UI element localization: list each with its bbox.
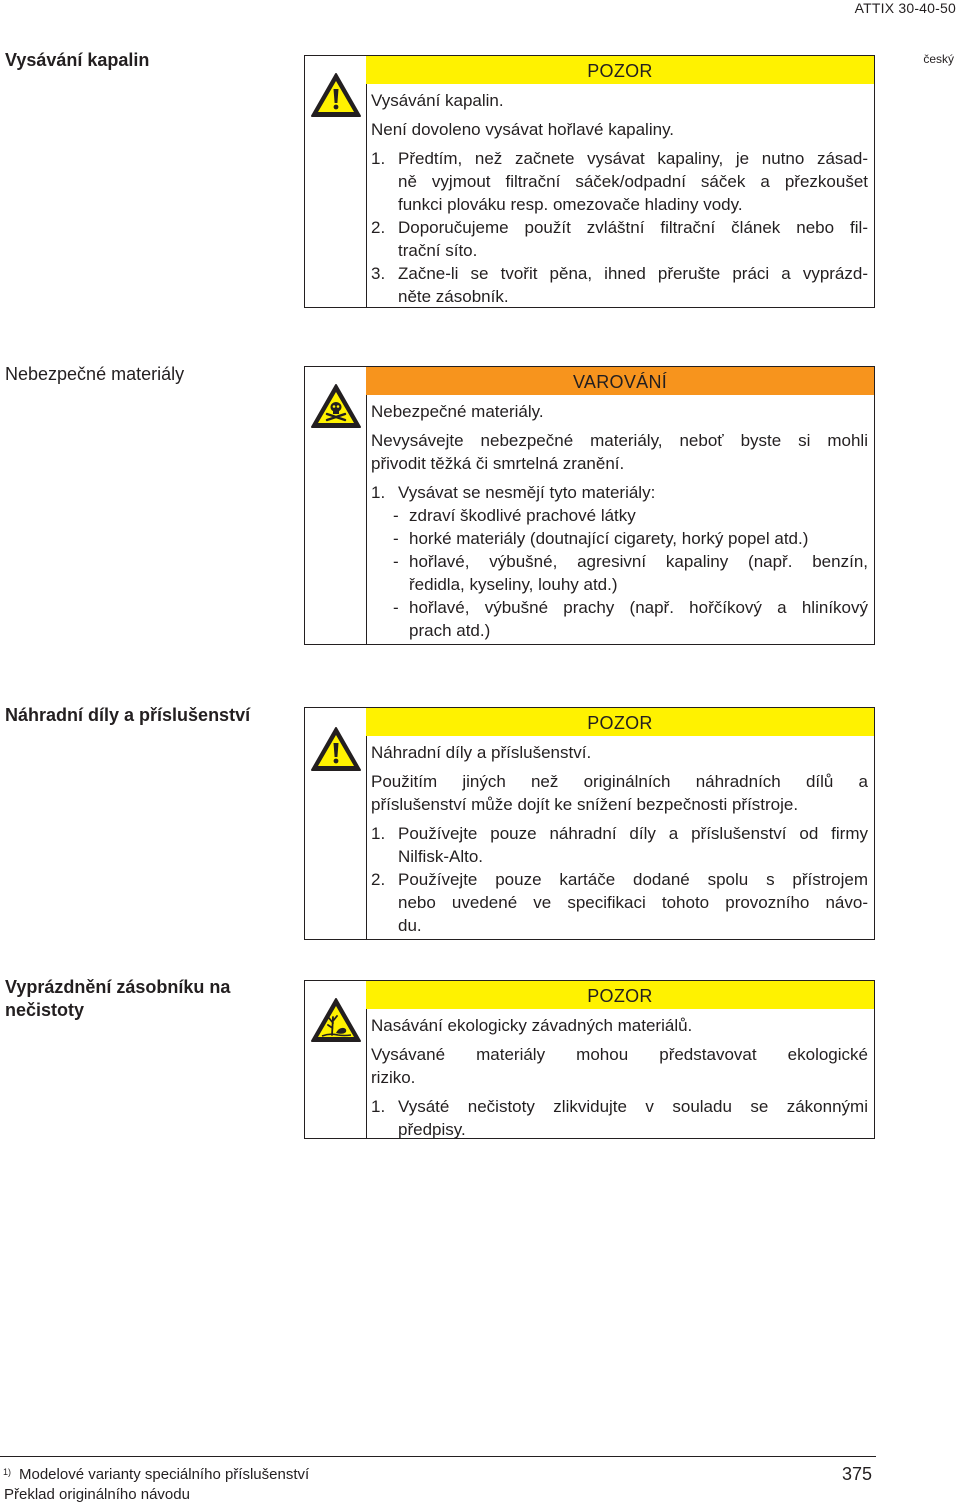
text-line: Předtím, než začnete vysávat kapaliny, je nutno zásad- [398,149,868,168]
list-number: 1. [371,824,386,843]
text-line: nebo uvedené ve specifikaci tohoto provozního návo- [398,893,868,912]
text-line: Vysáté nečistoty zlikvidujte v souladu se zákonnými [398,1097,868,1116]
caution-label: POZOR [366,708,874,736]
intro-line: přivodit těžká či smrtelná zranění. [371,454,625,473]
list-number: 1. [371,1097,386,1116]
intro-line: Nevysávejte nebezpečné materiály, neboť byste si mohli [371,431,868,450]
text-line: hořlavé, výbušné, agresivní kapaliny (např. benzín, [409,552,868,571]
list-item [371,1095,868,1141]
list-item [371,262,868,308]
text-line: ředidla, kyseliny, louhy atd.) [409,575,618,594]
intro-line: Nasávání ekologicky závadných materiálů. [371,1016,693,1035]
text-line: trační síto. [398,241,478,260]
icon-cell [305,367,367,644]
text-line: Vysávat se nesmějí tyto materiály: [398,483,656,502]
title-line: nečistoty [5,1000,85,1020]
text-line: něte zásobník. [398,287,509,306]
intro-line: Náhradní díly a příslušenství. [371,743,592,762]
dash-item: - hořlavé, výbušné, agresivní kapaliny (např. benzín, ředidla, kyseliny, louhy atd.) [393,552,868,594]
text-line: Používejte pouze náhradní díly a příslušenství od firmy [398,824,868,843]
box-content [371,708,868,937]
title-line: Vyprázdnění zásobníku na [5,977,231,997]
dash-item: - hořlavé, výbušné prachy (např. hořčíkový a hliníkový prach atd.) [393,598,868,640]
footnote-text: Modelové varianty speciálního příslušenství [19,1466,310,1483]
language-label: český [923,52,954,66]
footnote-marker: 1) [3,1467,12,1477]
list-item [371,822,868,868]
list-item [371,216,868,262]
dash-item: - horké materiály (doutnající cigarety, horký popel atd.) [371,527,868,550]
text-line: Nilfisk-Alto. [398,847,484,866]
icon-cell [305,981,367,1138]
text-line: du. [398,916,422,935]
caution-box-liquids [304,55,875,308]
caution-box-emptying [304,980,875,1139]
icon-cell [305,56,367,307]
list-item [371,868,868,937]
document-model-header: ATTIX 30-40-50 [854,0,956,16]
warning-triangle-icon [310,72,362,118]
list-number: 2. [371,870,386,889]
section-title-spare-parts: Náhradní díly a příslušenství [5,705,251,725]
section-title-emptying [5,976,230,1022]
intro-line: Vysávání kapalin. [371,91,504,110]
text-line: předpisy. [398,1120,466,1139]
intro-line: Není dovoleno vysávat hořlavé kapaliny. [371,120,675,139]
list-number: 1. [371,149,386,168]
text-line: Používejte pouze kartáče dodané spolu s přístrojem [398,870,868,889]
intro-line: riziko. [371,1068,416,1087]
intro-line: příslušenství může dojít ke snížení bezpečnosti přístroje. [371,795,799,814]
text-line: ně vyjmout filtrační sáček/odpadní sáček a přezkoušet [398,172,868,191]
footer-divider [0,1456,876,1457]
warning-triangle-icon [310,726,362,772]
icon-cell [305,708,367,939]
intro-line: Nebezpečné materiály. [371,402,544,421]
page-number: 375 [842,1464,873,1484]
caution-label: POZOR [366,56,874,84]
environment-hazard-icon [310,997,362,1043]
list-item [371,481,868,504]
section-title-liquids: Vysávání kapalin [5,50,150,70]
box-content [371,367,868,642]
text-line: Začne-li se tvořit pěna, ihned přerušte práci a vyprázd- [398,264,868,283]
box-content [371,981,868,1141]
warning-label: VAROVÁNÍ [366,367,874,395]
dash-item: - zdraví škodlivé prachové látky [371,504,868,527]
text-line: hořlavé, výbušné prachy (např. hořčíkový a hliníkový [409,598,868,617]
text-line: prach atd.) [409,621,491,640]
list-number: 2. [371,218,386,237]
caution-box-spare-parts [304,707,875,940]
translation-note: Překlad originálního návodu [4,1486,190,1503]
box-content [371,56,868,308]
text-line: Doporučujeme použít zvláštní filtrační článek nebo fil- [398,218,868,237]
intro-line: Vysávané materiály mohou představovat ekologické [371,1045,868,1064]
list-number: 3. [371,264,386,283]
list-number: 1. [371,483,386,502]
list-item [371,147,868,216]
toxic-hazard-icon [310,383,362,429]
warning-box-hazardous [304,366,875,645]
caution-label: POZOR [366,981,874,1009]
text-line: funkci plováku resp. omezovače hladiny vody. [398,195,743,214]
section-title-hazardous: Nebezpečné materiály [5,364,185,384]
text-line: horké materiály (doutnající cigarety, horký popel atd.) [409,529,809,548]
text-line: zdraví škodlivé prachové látky [409,506,636,525]
intro-line: Použitím jiných než originálních náhradních dílů a [371,772,868,791]
